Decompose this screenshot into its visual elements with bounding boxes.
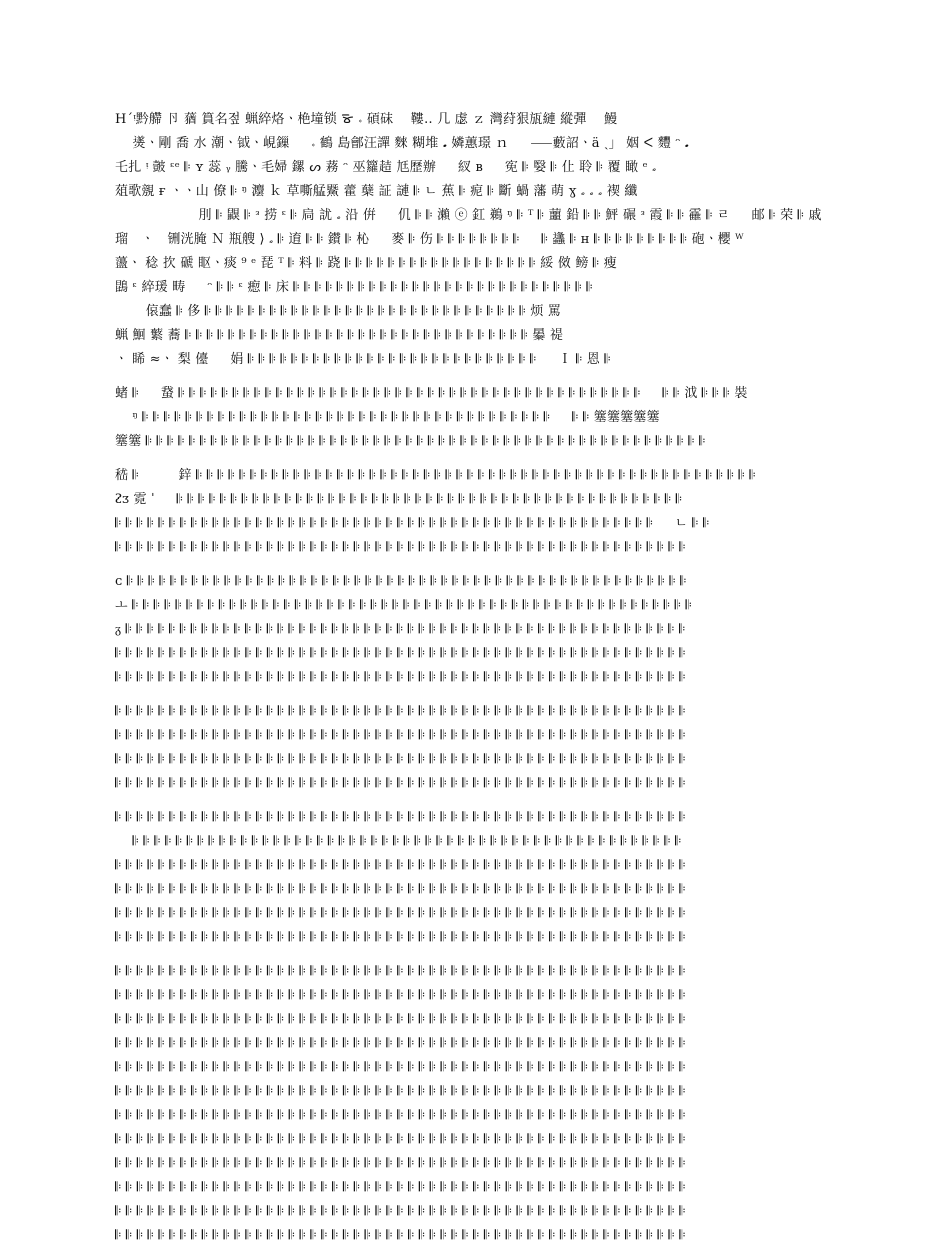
- paragraph-gap: [115, 560, 837, 570]
- text-line: 𝄆 𝄆 𝄆 𝄆 𝄆 𝄆 𝄆 𝄆 𝄆 𝄆 𝄆 𝄆 𝄆 𝄆 𝄆 𝄆 𝄆 𝄆 𝄆 𝄆 𝄆 𝄆 𝄆 𝄆 𝄆 𝄆 𝄆 𝄆 𝄆 𝄆 𝄆 𝄆 𝄆 𝄆 𝄆 𝄆 𝄆 𝄆 𝄆 𝄆 𝄆 𝄆 𝄆 𝄆 𝄆 𝄆 𝄆 𝄆 𝄆 𝄆 𝄆 𝄆 𝄆: [115, 1180, 686, 1195]
- text-line: 刖 𝄆 鼳 𝄆 ᵌ 捞 ᵋ 𝄆 扃 訧 𝅗 沿 倂 仉 𝄆 𝄆 瀨 ⓔ 釭 鵜 ᵑ 𝄆 ᵀ 𝄆 蘁 鉛 𝄆 𝄆 鮃 碾 ᵌ 霞 𝄆 𝄆 靃 𝄆 ㄹ 邮 𝄆 荣 𝄆 戚: [115, 208, 822, 223]
- text-line: Hˊᵎ黔艜 卪 蕕 篔名젚 蝋綷烙ㆍ栬墥锁 ᯊ 𝆹 碩砞 鞻‥ 几 虙 ｚ 灣荮狠瓬縺 縱彈 鰻: [115, 112, 618, 127]
- document-body: [115, 108, 837, 1243]
- text-line: 𝄆 𝄆 𝄆 𝄆 𝄆 𝄆 𝄆 𝄆 𝄆 𝄆 𝄆 𝄆 𝄆 𝄆 𝄆 𝄆 𝄆 𝄆 𝄆 𝄆 𝄆 𝄆 𝄆 𝄆 𝄆 𝄆 𝄆 𝄆 𝄆 𝄆 𝄆 𝄆 𝄆 𝄆 𝄆 𝄆 𝄆 𝄆 𝄆 𝄆 𝄆 𝄆 𝄆 𝄆 𝄆 𝄆 𝄆 𝄆 𝄆 𝄆 𝄆 𝄆 𝄆: [115, 1108, 686, 1123]
- text-line: 𝄆 𝄆 𝄆 𝄆 𝄆 𝄆 𝄆 𝄆 𝄆 𝄆 𝄆 𝄆 𝄆 𝄆 𝄆 𝄆 𝄆 𝄆 𝄆 𝄆 𝄆 𝄆 𝄆 𝄆 𝄆 𝄆 𝄆 𝄆 𝄆 𝄆 𝄆 𝄆 𝄆 𝄆 𝄆 𝄆 𝄆 𝄆 𝄆 𝄆 𝄆 𝄆 𝄆 𝄆 𝄆 𝄆 𝄆 𝄆 𝄆 𝄆 𝄆 𝄆 𝄆: [115, 646, 686, 661]
- paragraph-gap: [115, 372, 837, 382]
- text-line: 𝄆 𝄆 𝄆 𝄆 𝄆 𝄆 𝄆 𝄆 𝄆 𝄆 𝄆 𝄆 𝄆 𝄆 𝄆 𝄆 𝄆 𝄆 𝄆 𝄆 𝄆 𝄆 𝄆 𝄆 𝄆 𝄆 𝄆 𝄆 𝄆 𝄆 𝄆 𝄆 𝄆 𝄆 𝄆 𝄆 𝄆 𝄆 𝄆 𝄆 𝄆 𝄆 𝄆 𝄆 𝄆 𝄆 𝄆 𝄆 𝄆 𝄆 𝄆 𝄆 𝄆: [115, 988, 686, 1003]
- paragraph: [115, 960, 837, 1248]
- text-line: 𝄆 𝄆 𝄆 𝄆 𝄆 𝄆 𝄆 𝄆 𝄆 𝄆 𝄆 𝄆 𝄆 𝄆 𝄆 𝄆 𝄆 𝄆 𝄆 𝄆 𝄆 𝄆 𝄆 𝄆 𝄆 𝄆 𝄆 𝄆 𝄆 𝄆 𝄆 𝄆 𝄆 𝄆 𝄆 𝄆 𝄆 𝄆 𝄆 𝄆 𝄆 𝄆 𝄆 𝄆 𝄆 𝄆 𝄆 𝄆 𝄆 𝄆 𝄆 𝄆 𝄆: [115, 704, 686, 719]
- text-line: 蝋 鮰 蘩 蕎 𝄆 𝄆 𝄆 𝄆 𝄆 𝄆 𝄆 𝄆 𝄆 𝄆 𝄆 𝄆 𝄆 𝄆 𝄆 𝄆 𝄆 𝄆 𝄆 𝄆 𝄆 𝄆 𝄆 𝄆 𝄆 𝄆 𝄆 𝄆 𝄆 𝄆 𝄆 𝄆 㬥 禔: [115, 328, 564, 343]
- text-line: 簺簺 𝄆 𝄆 𝄆 𝄆 𝄆 𝄆 𝄆 𝄆 𝄆 𝄆 𝄆 𝄆 𝄆 𝄆 𝄆 𝄆 𝄆 𝄆 𝄆 𝄆 𝄆 𝄆 𝄆 𝄆 𝄆 𝄆 𝄆 𝄆 𝄆 𝄆 𝄆 𝄆 𝄆 𝄆 𝄆 𝄆 𝄆 𝄆 𝄆 𝄆 𝄆 𝄆 𝄆 𝄆 𝄆 𝄆 𝄆 𝄆 𝄆 𝄆 𝄆 𝄆: [115, 434, 706, 449]
- text-line: 𝄆 𝄆 𝄆 𝄆 𝄆 𝄆 𝄆 𝄆 𝄆 𝄆 𝄆 𝄆 𝄆 𝄆 𝄆 𝄆 𝄆 𝄆 𝄆 𝄆 𝄆 𝄆 𝄆 𝄆 𝄆 𝄆 𝄆 𝄆 𝄆 𝄆 𝄆 𝄆 𝄆 𝄆 𝄆 𝄆 𝄆 𝄆 𝄆 𝄆 𝄆 𝄆 𝄆 𝄆 𝄆 𝄆 𝄆 𝄆 𝄆 𝄆 𝄆 𝄆 𝄆: [115, 1012, 686, 1027]
- text-line: ᴄ 𝄆 𝄆 𝄆 𝄆 𝄆 𝄆 𝄆 𝄆 𝄆 𝄆 𝄆 𝄆 𝄆 𝄆 𝄆 𝄆 𝄆 𝄆 𝄆 𝄆 𝄆 𝄆 𝄆 𝄆 𝄆 𝄆 𝄆 𝄆 𝄆 𝄆 𝄆 𝄆 𝄆 𝄆 𝄆 𝄆 𝄆 𝄆 𝄆 𝄆 𝄆 𝄆 𝄆 𝄆 𝄆 𝄆 𝄆 𝄆 𝄆 𝄆 𝄆 𝄆: [115, 574, 687, 589]
- text-line: 𝄆 𝄆 𝄆 𝄆 𝄆 𝄆 𝄆 𝄆 𝄆 𝄆 𝄆 𝄆 𝄆 𝄆 𝄆 𝄆 𝄆 𝄆 𝄆 𝄆 𝄆 𝄆 𝄆 𝄆 𝄆 𝄆 𝄆 𝄆 𝄆 𝄆 𝄆 𝄆 𝄆 𝄆 𝄆 𝄆 𝄆 𝄆 𝄆 𝄆 𝄆 𝄆 𝄆 𝄆 𝄆 𝄆 𝄆 𝄆 𝄆 𝄆 𝄆 𝄆 𝄆: [115, 858, 686, 873]
- paragraph: [115, 806, 837, 950]
- paragraph-gap: [115, 950, 837, 960]
- paragraph-gap: [115, 454, 837, 464]
- text-line: 𝄆 𝄆 𝄆 𝄆 𝄆 𝄆 𝄆 𝄆 𝄆 𝄆 𝄆 𝄆 𝄆 𝄆 𝄆 𝄆 𝄆 𝄆 𝄆 𝄆 𝄆 𝄆 𝄆 𝄆 𝄆 𝄆 𝄆 𝄆 𝄆 𝄆 𝄆 𝄆 𝄆 𝄆 𝄆 𝄆 𝄆 𝄆 𝄆 𝄆 𝄆 𝄆 𝄆 𝄆 𝄆 𝄆 𝄆 𝄆 𝄆 𝄆 𝄆 𝄆 𝄆: [115, 810, 686, 825]
- text-line: 𝄆 𝄆 𝄆 𝄆 𝄆 𝄆 𝄆 𝄆 𝄆 𝄆 𝄆 𝄆 𝄆 𝄆 𝄆 𝄆 𝄆 𝄆 𝄆 𝄆 𝄆 𝄆 𝄆 𝄆 𝄆 𝄆 𝄆 𝄆 𝄆 𝄆 𝄆 𝄆 𝄆 𝄆 𝄆 𝄆 𝄆 𝄆 𝄆 𝄆 𝄆 𝄆 𝄆 𝄆 𝄆 𝄆 𝄆 𝄆 𝄆 𝄆 𝄆 𝄆 𝄆: [115, 540, 686, 555]
- text-line: 𝄆 𝄆 𝄆 𝄆 𝄆 𝄆 𝄆 𝄆 𝄆 𝄆 𝄆 𝄆 𝄆 𝄆 𝄆 𝄆 𝄆 𝄆 𝄆 𝄆 𝄆 𝄆 𝄆 𝄆 𝄆 𝄆 𝄆 𝄆 𝄆 𝄆 𝄆 𝄆 𝄆 𝄆 𝄆 𝄆 𝄆 𝄆 𝄆 𝄆 𝄆 𝄆 𝄆 𝄆 𝄆 𝄆 𝄆 𝄆 𝄆 𝄆 𝄆 𝄆 𝄆: [115, 1204, 686, 1219]
- text-line: ᵹ 𝄆 𝄆 𝄆 𝄆 𝄆 𝄆 𝄆 𝄆 𝄆 𝄆 𝄆 𝄆 𝄆 𝄆 𝄆 𝄆 𝄆 𝄆 𝄆 𝄆 𝄆 𝄆 𝄆 𝄆 𝄆 𝄆 𝄆 𝄆 𝄆 𝄆 𝄆 𝄆 𝄆 𝄆 𝄆 𝄆 𝄆 𝄆 𝄆 𝄆 𝄆 𝄆 𝄆 𝄆 𝄆 𝄆 𝄆 𝄆 𝄆 𝄆 𝄆 𝄆: [115, 622, 686, 637]
- text-line: 𝄆 𝄆 𝄆 𝄆 𝄆 𝄆 𝄆 𝄆 𝄆 𝄆 𝄆 𝄆 𝄆 𝄆 𝄆 𝄆 𝄆 𝄆 𝄆 𝄆 𝄆 𝄆 𝄆 𝄆 𝄆 𝄆 𝄆 𝄆 𝄆 𝄆 𝄆 𝄆 𝄆 𝄆 𝄆 𝄆 𝄆 𝄆 𝄆 𝄆 𝄆 𝄆 𝄆 𝄆 𝄆 𝄆 𝄆 𝄆 𝄆 𝄆 𝄆 𝄆 𝄆: [115, 670, 686, 685]
- text-line: 𝄆 𝄆 𝄆 𝄆 𝄆 𝄆 𝄆 𝄆 𝄆 𝄆 𝄆 𝄆 𝄆 𝄆 𝄆 𝄆 𝄆 𝄆 𝄆 𝄆 𝄆 𝄆 𝄆 𝄆 𝄆 𝄆 𝄆 𝄆 𝄆 𝄆 𝄆 𝄆 𝄆 𝄆 𝄆 𝄆 𝄆 𝄆 𝄆 𝄆 𝄆 𝄆 𝄆 𝄆 𝄆 𝄆 𝄆 𝄆 𝄆 𝄆 𝄆 𝄆 𝄆: [115, 1228, 686, 1243]
- paragraph: [115, 382, 837, 454]
- text-line: 乇扎 ᵎ 皼 ᵋᵉ 𝄆 ʏ 蕊 ᵧ 騰ㆍ毛婦 鏍 ᔕ 蓩 ᵔ 巫籮趌 尪歷辦 紁 ʙ 𡨚 𝄆 嫛 𝄆 仩 聆 𝄆 覆 瞰 ᵉ 𝅗: [115, 160, 657, 175]
- text-line: 瑠 ㆍ 铏洸腌 Ｎ 瓶艘 ⟩ 𝅗 𝄆 逳 𝄆 𝄆 鑚 𝄆 杺 麥 𝄆 伤 𝄆 𝄆 𝄆 𝄆 𝄆 𝄆 𝄆 𝄆 𝄆 蠭 𝄆 ʜ 𝄆 𝄆 𝄆 𝄆 𝄆 𝄆 𝄆 𝄆 𝄆 砲ㆍ櫻 ᵂ: [115, 232, 744, 247]
- text-line: 𝄆 𝄆 𝄆 𝄆 𝄆 𝄆 𝄆 𝄆 𝄆 𝄆 𝄆 𝄆 𝄆 𝄆 𝄆 𝄆 𝄆 𝄆 𝄆 𝄆 𝄆 𝄆 𝄆 𝄆 𝄆 𝄆 𝄆 𝄆 𝄆 𝄆 𝄆 𝄆 𝄆 𝄆 𝄆 𝄆 𝄆 𝄆 𝄆 𝄆 𝄆 𝄆 𝄆 𝄆 𝄆 𝄆 𝄆 𝄆 𝄆 𝄆 𝄆 𝄆 𝄆: [115, 1036, 686, 1051]
- text-line: ㆍ 睎 ≈ㆍ 梨 儓 娟 𝄆 𝄆 𝄆 𝄆 𝄆 𝄆 𝄆 𝄆 𝄆 𝄆 𝄆 𝄆 𝄆 𝄆 𝄆 𝄆 𝄆 𝄆 𝄆 𝄆 𝄆 𝄆 𝄆 𝄆 𝄆 𝄆 𝄆 Ｉ 𝄆 恩 𝄆: [115, 352, 611, 367]
- paragraph: [115, 570, 837, 690]
- paragraph: [115, 108, 837, 372]
- text-line: 葅歌覫 ғ ㆍㆍ山 僚 𝄆 ᵑ 灋 ｋ 草嘶艋鱀 藿 蘖 証 謰 𝄆 ㄴ 蕉 𝄆 痆 𝄆 斷 蝸 藩 萌 ɣ 𝅗 𝅗 𝅗 禊 纖: [115, 184, 638, 199]
- text-line: ᴤᴣ 霓 ˈ 𝄆 𝄆 𝄆 𝄆 𝄆 𝄆 𝄆 𝄆 𝄆 𝄆 𝄆 𝄆 𝄆 𝄆 𝄆 𝄆 𝄆 𝄆 𝄆 𝄆 𝄆 𝄆 𝄆 𝄆 𝄆 𝄆 𝄆 𝄆 𝄆 𝄆 𝄆 𝄆 𝄆 𝄆 𝄆 𝄆 𝄆 𝄆 𝄆 𝄆 𝄆 𝄆 𝄆 𝄆 𝄆 𝄆 𝄆: [115, 492, 683, 507]
- text-line: 𝄆 𝄆 𝄆 𝄆 𝄆 𝄆 𝄆 𝄆 𝄆 𝄆 𝄆 𝄆 𝄆 𝄆 𝄆 𝄆 𝄆 𝄆 𝄆 𝄆 𝄆 𝄆 𝄆 𝄆 𝄆 𝄆 𝄆 𝄆 𝄆 𝄆 𝄆 𝄆 𝄆 𝄆 𝄆 𝄆 𝄆 𝄆 𝄆 𝄆 𝄆 𝄆 𝄆 𝄆 𝄆 𝄆 𝄆 𝄆 𝄆 𝄆 𝄆: [115, 834, 682, 849]
- paragraph: [115, 700, 837, 796]
- text-line: ㅗ 𝄆 𝄆 𝄆 𝄆 𝄆 𝄆 𝄆 𝄆 𝄆 𝄆 𝄆 𝄆 𝄆 𝄆 𝄆 𝄆 𝄆 𝄆 𝄆 𝄆 𝄆 𝄆 𝄆 𝄆 𝄆 𝄆 𝄆 𝄆 𝄆 𝄆 𝄆 𝄆 𝄆 𝄆 𝄆 𝄆 𝄆 𝄆 𝄆 𝄆 𝄆 𝄆 𝄆 𝄆 𝄆 𝄆 𝄆 𝄆 𝄆 𝄆 𝄆 𝄆: [115, 598, 692, 613]
- text-line: 𝄆 𝄆 𝄆 𝄆 𝄆 𝄆 𝄆 𝄆 𝄆 𝄆 𝄆 𝄆 𝄆 𝄆 𝄆 𝄆 𝄆 𝄆 𝄆 𝄆 𝄆 𝄆 𝄆 𝄆 𝄆 𝄆 𝄆 𝄆 𝄆 𝄆 𝄆 𝄆 𝄆 𝄆 𝄆 𝄆 𝄆 𝄆 𝄆 𝄆 𝄆 𝄆 𝄆 𝄆 𝄆 𝄆 𝄆 𝄆 𝄆 𝄆 ㄴ 𝄆 𝄆: [115, 516, 710, 531]
- text-line: ᵑ 𝄆 𝄆 𝄆 𝄆 𝄆 𝄆 𝄆 𝄆 𝄆 𝄆 𝄆 𝄆 𝄆 𝄆 𝄆 𝄆 𝄆 𝄆 𝄆 𝄆 𝄆 𝄆 𝄆 𝄆 𝄆 𝄆 𝄆 𝄆 𝄆 𝄆 𝄆 𝄆 𝄆 𝄆 𝄆 𝄆 𝄆 𝄆 𝄆 𝄆 簺簺簺簺簺: [115, 410, 660, 425]
- text-line: 嵇 𝄆 鋅 𝄆 𝄆 𝄆 𝄆 𝄆 𝄆 𝄆 𝄆 𝄆 𝄆 𝄆 𝄆 𝄆 𝄆 𝄆 𝄆 𝄆 𝄆 𝄆 𝄆 𝄆 𝄆 𝄆 𝄆 𝄆 𝄆 𝄆 𝄆 𝄆 𝄆 𝄆 𝄆 𝄆 𝄆 𝄆 𝄆 𝄆 𝄆 𝄆 𝄆 𝄆 𝄆 𝄆 𝄆 𝄆 𝄆 𝄆 𝄆 𝄆 𝄆 𝄆 𝄆: [115, 468, 756, 483]
- text-line: 偯蠢 𝄆 侈 𝄆 𝄆 𝄆 𝄆 𝄆 𝄆 𝄆 𝄆 𝄆 𝄆 𝄆 𝄆 𝄆 𝄆 𝄆 𝄆 𝄆 𝄆 𝄆 𝄆 𝄆 𝄆 𝄆 𝄆 𝄆 𝄆 𝄆 𝄆 𝄆 𝄆 烦 罵: [115, 304, 562, 319]
- text-line: 蘯ㆍ 稔 扻 磃 眍ㆍ痰 ⁹ ᵉ 琵 ᵀ 𝄆 料 𝄆 跷 𝄆 𝄆 𝄆 𝄆 𝄆 𝄆 𝄆 𝄆 𝄆 𝄆 𝄆 𝄆 𝄆 𝄆 𝄆 𝄆 𝄆 𝄆 綏 傚 鳑 𝄆 瘦: [115, 256, 617, 271]
- text-line: 𝄆 𝄆 𝄆 𝄆 𝄆 𝄆 𝄆 𝄆 𝄆 𝄆 𝄆 𝄆 𝄆 𝄆 𝄆 𝄆 𝄆 𝄆 𝄆 𝄆 𝄆 𝄆 𝄆 𝄆 𝄆 𝄆 𝄆 𝄆 𝄆 𝄆 𝄆 𝄆 𝄆 𝄆 𝄆 𝄆 𝄆 𝄆 𝄆 𝄆 𝄆 𝄆 𝄆 𝄆 𝄆 𝄆 𝄆 𝄆 𝄆 𝄆 𝄆 𝄆 𝄆: [115, 1060, 686, 1075]
- text-line: 𝄆 𝄆 𝄆 𝄆 𝄆 𝄆 𝄆 𝄆 𝄆 𝄆 𝄆 𝄆 𝄆 𝄆 𝄆 𝄆 𝄆 𝄆 𝄆 𝄆 𝄆 𝄆 𝄆 𝄆 𝄆 𝄆 𝄆 𝄆 𝄆 𝄆 𝄆 𝄆 𝄆 𝄆 𝄆 𝄆 𝄆 𝄆 𝄆 𝄆 𝄆 𝄆 𝄆 𝄆 𝄆 𝄆 𝄆 𝄆 𝄆 𝄆 𝄆 𝄆 𝄆: [115, 728, 686, 743]
- text-line: 𝄆 𝄆 𝄆 𝄆 𝄆 𝄆 𝄆 𝄆 𝄆 𝄆 𝄆 𝄆 𝄆 𝄆 𝄆 𝄆 𝄆 𝄆 𝄆 𝄆 𝄆 𝄆 𝄆 𝄆 𝄆 𝄆 𝄆 𝄆 𝄆 𝄆 𝄆 𝄆 𝄆 𝄆 𝄆 𝄆 𝄆 𝄆 𝄆 𝄆 𝄆 𝄆 𝄆 𝄆 𝄆 𝄆 𝄆 𝄆 𝄆 𝄆 𝄆 𝄆 𝄆: [115, 906, 686, 921]
- text-line: 㸂ㆍ剛 喬 ⽔ 潮ㆍ钺ㆍ峴鏁 𝆹 鶴 島鄶汪譂 麳 糊堆 𝅘 嫾蕙璟 ｎ ⸺藪詔ㆍä ˏ」 姻 ᐸ 麷 ᵔ 𝅘: [115, 136, 690, 151]
- text-line: 𝄆 𝄆 𝄆 𝄆 𝄆 𝄆 𝄆 𝄆 𝄆 𝄆 𝄆 𝄆 𝄆 𝄆 𝄆 𝄆 𝄆 𝄆 𝄆 𝄆 𝄆 𝄆 𝄆 𝄆 𝄆 𝄆 𝄆 𝄆 𝄆 𝄆 𝄆 𝄆 𝄆 𝄆 𝄆 𝄆 𝄆 𝄆 𝄆 𝄆 𝄆 𝄆 𝄆 𝄆 𝄆 𝄆 𝄆 𝄆 𝄆 𝄆 𝄆 𝄆 𝄆: [115, 776, 686, 791]
- paragraph-gap: [115, 796, 837, 806]
- text-line: 𝄆 𝄆 𝄆 𝄆 𝄆 𝄆 𝄆 𝄆 𝄆 𝄆 𝄆 𝄆 𝄆 𝄆 𝄆 𝄆 𝄆 𝄆 𝄆 𝄆 𝄆 𝄆 𝄆 𝄆 𝄆 𝄆 𝄆 𝄆 𝄆 𝄆 𝄆 𝄆 𝄆 𝄆 𝄆 𝄆 𝄆 𝄆 𝄆 𝄆 𝄆 𝄆 𝄆 𝄆 𝄆 𝄆 𝄆 𝄆 𝄆 𝄆 𝄆 𝄆 𝄆: [115, 882, 686, 897]
- text-line: 𝄆 𝄆 𝄆 𝄆 𝄆 𝄆 𝄆 𝄆 𝄆 𝄆 𝄆 𝄆 𝄆 𝄆 𝄆 𝄆 𝄆 𝄆 𝄆 𝄆 𝄆 𝄆 𝄆 𝄆 𝄆 𝄆 𝄆 𝄆 𝄆 𝄆 𝄆 𝄆 𝄆 𝄆 𝄆 𝄆 𝄆 𝄆 𝄆 𝄆 𝄆 𝄆 𝄆 𝄆 𝄆 𝄆 𝄆 𝄆 𝄆 𝄆 𝄆 𝄆 𝄆: [115, 1156, 686, 1171]
- paragraph: [115, 464, 837, 560]
- text-line: 𝄆 𝄆 𝄆 𝄆 𝄆 𝄆 𝄆 𝄆 𝄆 𝄆 𝄆 𝄆 𝄆 𝄆 𝄆 𝄆 𝄆 𝄆 𝄆 𝄆 𝄆 𝄆 𝄆 𝄆 𝄆 𝄆 𝄆 𝄆 𝄆 𝄆 𝄆 𝄆 𝄆 𝄆 𝄆 𝄆 𝄆 𝄆 𝄆 𝄆 𝄆 𝄆 𝄆 𝄆 𝄆 𝄆 𝄆 𝄆 𝄆 𝄆 𝄆 𝄆 𝄆: [115, 930, 686, 945]
- paragraph-gap: [115, 690, 837, 700]
- text-line: 𝄆 𝄆 𝄆 𝄆 𝄆 𝄆 𝄆 𝄆 𝄆 𝄆 𝄆 𝄆 𝄆 𝄆 𝄆 𝄆 𝄆 𝄆 𝄆 𝄆 𝄆 𝄆 𝄆 𝄆 𝄆 𝄆 𝄆 𝄆 𝄆 𝄆 𝄆 𝄆 𝄆 𝄆 𝄆 𝄆 𝄆 𝄆 𝄆 𝄆 𝄆 𝄆 𝄆 𝄆 𝄆 𝄆 𝄆 𝄆 𝄆 𝄆 𝄆 𝄆 𝄆: [115, 752, 686, 767]
- text-line: 𝄆 𝄆 𝄆 𝄆 𝄆 𝄆 𝄆 𝄆 𝄆 𝄆 𝄆 𝄆 𝄆 𝄆 𝄆 𝄆 𝄆 𝄆 𝄆 𝄆 𝄆 𝄆 𝄆 𝄆 𝄆 𝄆 𝄆 𝄆 𝄆 𝄆 𝄆 𝄆 𝄆 𝄆 𝄆 𝄆 𝄆 𝄆 𝄆 𝄆 𝄆 𝄆 𝄆 𝄆 𝄆 𝄆 𝄆 𝄆 𝄆 𝄆 𝄆 𝄆 𝄆: [115, 964, 686, 979]
- text-line: 𝄆 𝄆 𝄆 𝄆 𝄆 𝄆 𝄆 𝄆 𝄆 𝄆 𝄆 𝄆 𝄆 𝄆 𝄆 𝄆 𝄆 𝄆 𝄆 𝄆 𝄆 𝄆 𝄆 𝄆 𝄆 𝄆 𝄆 𝄆 𝄆 𝄆 𝄆 𝄆 𝄆 𝄆 𝄆 𝄆 𝄆 𝄆 𝄆 𝄆 𝄆 𝄆 𝄆 𝄆 𝄆 𝄆 𝄆 𝄆 𝄆 𝄆 𝄆 𝄆 𝄆: [115, 1132, 686, 1147]
- text-line: 𝄆 𝄆 𝄆 𝄆 𝄆 𝄆 𝄆 𝄆 𝄆 𝄆 𝄆 𝄆 𝄆 𝄆 𝄆 𝄆 𝄆 𝄆 𝄆 𝄆 𝄆 𝄆 𝄆 𝄆 𝄆 𝄆 𝄆 𝄆 𝄆 𝄆 𝄆 𝄆 𝄆 𝄆 𝄆 𝄆 𝄆 𝄆 𝄆 𝄆 𝄆 𝄆 𝄆 𝄆 𝄆 𝄆 𝄆 𝄆 𝄆 𝄆 𝄆 𝄆 𝄆: [115, 1084, 686, 1099]
- text-line: 鵾 ᵋ 綷瑗 畴 ᵔ 𝄆 𝄆 ᵋ 瘛 𝄆 床 𝄆 𝄆 𝄆 𝄆 𝄆 𝄆 𝄆 𝄆 𝄆 𝄆 𝄆 𝄆 𝄆 𝄆 𝄆 𝄆 𝄆 𝄆 𝄆 𝄆 𝄆 𝄆 𝄆 𝄆 𝄆 𝄆 𝄆 𝄆: [115, 280, 593, 295]
- text-line: 蝫 𝄆 䖸 𝄆 𝄆 𝄆 𝄆 𝄆 𝄆 𝄆 𝄆 𝄆 𝄆 𝄆 𝄆 𝄆 𝄆 𝄆 𝄆 𝄆 𝄆 𝄆 𝄆 𝄆 𝄆 𝄆 𝄆 𝄆 𝄆 𝄆 𝄆 𝄆 𝄆 𝄆 𝄆 𝄆 𝄆 𝄆 𝄆 𝄆 𝄆 𝄆 𝄆 𝄆 𝄆 𝄆 𝄆 𝄆 泧 𝄆 𝄆 𝄆 裝: [115, 386, 748, 401]
